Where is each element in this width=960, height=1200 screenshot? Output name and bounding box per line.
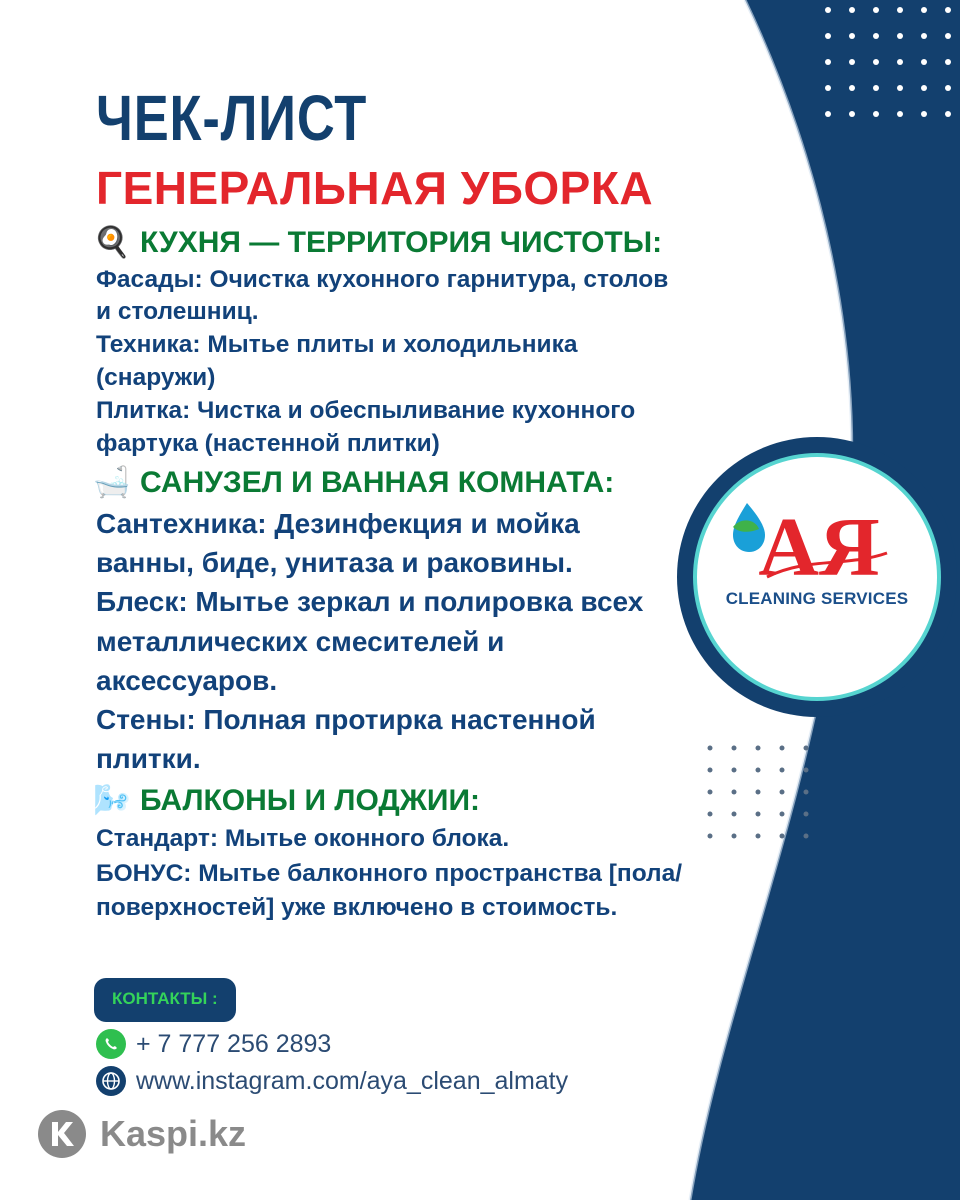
section-heading-text: САНУЗЕЛ И ВАННАЯ КОМНАТА: <box>140 466 615 500</box>
list-item: ванны, биде, унитаза и раковины. <box>96 547 573 579</box>
kaspi-logo-icon <box>36 1108 88 1160</box>
list-item: Блеск: Мытье зеркал и полировка всех <box>96 586 644 618</box>
brand-logo <box>697 457 937 697</box>
list-item: металлических смесителей и <box>96 625 505 657</box>
contact-phone[interactable] <box>96 1029 331 1059</box>
list-item: Стандарт: Мытье оконного блока. <box>96 824 510 852</box>
section-heading <box>92 224 712 262</box>
section-bathroom <box>92 464 712 778</box>
website-url: www.instagram.com/aya_clean_almaty <box>136 1066 569 1095</box>
section-heading-text: КУХНЯ — ТЕРРИТОРИЯ ЧИСТОТЫ: <box>140 226 663 259</box>
section-heading-text: БАЛКОНЫ И ЛОДЖИИ: <box>140 784 481 818</box>
frying-pan-icon: 🍳 <box>93 226 131 259</box>
list-item: (снаружи) <box>96 363 216 391</box>
list-item: Фасады: Очистка кухонного гарнитура, столов <box>96 265 669 293</box>
section-heading <box>92 782 712 820</box>
contact-website[interactable] <box>96 1066 568 1096</box>
wind-icon: 🌬️ <box>93 784 131 818</box>
list-item: и столешниц. <box>96 298 259 326</box>
list-item: фартука (настенной плитки) <box>96 429 440 457</box>
kaspi-text: Kaspi.kz <box>100 1113 247 1154</box>
whatsapp-icon <box>96 1029 126 1059</box>
section-kitchen <box>92 224 712 460</box>
page-subtitle: ГЕНЕРАЛЬНАЯ УБОРКА <box>96 162 654 214</box>
bathtub-icon: 🛁 <box>93 466 131 500</box>
page-title: ЧЕК-ЛИСТ <box>96 82 368 154</box>
phone-number: + 7 777 256 2893 <box>136 1029 332 1058</box>
list-item: Плитка: Чистка и обеспыливание кухонного <box>96 396 636 424</box>
list-item: Сантехника: Дезинфекция и мойка <box>96 507 580 539</box>
section-heading <box>92 464 712 502</box>
brand-tagline: CLEANING SERVICES <box>725 589 909 608</box>
checklist <box>92 220 712 926</box>
section-balcony <box>92 782 712 926</box>
globe-icon <box>96 1066 126 1096</box>
list-item: БОНУС: Мытье балконного пространства [пола/ <box>96 859 683 887</box>
kaspi-watermark <box>36 1108 246 1160</box>
list-item: плитки. <box>96 743 201 775</box>
contacts-label: КОНТАКТЫ : <box>94 978 236 1022</box>
brand-mark <box>697 457 937 697</box>
list-item: Техника: Мытье плиты и холодильника <box>96 331 578 359</box>
list-item: Стены: Полная протирка настенной <box>96 703 596 735</box>
brand-letters: АЯ <box>758 501 880 594</box>
list-item: поверхностей] уже включено в стоимость. <box>96 894 618 922</box>
list-item: аксессуаров. <box>96 664 278 696</box>
